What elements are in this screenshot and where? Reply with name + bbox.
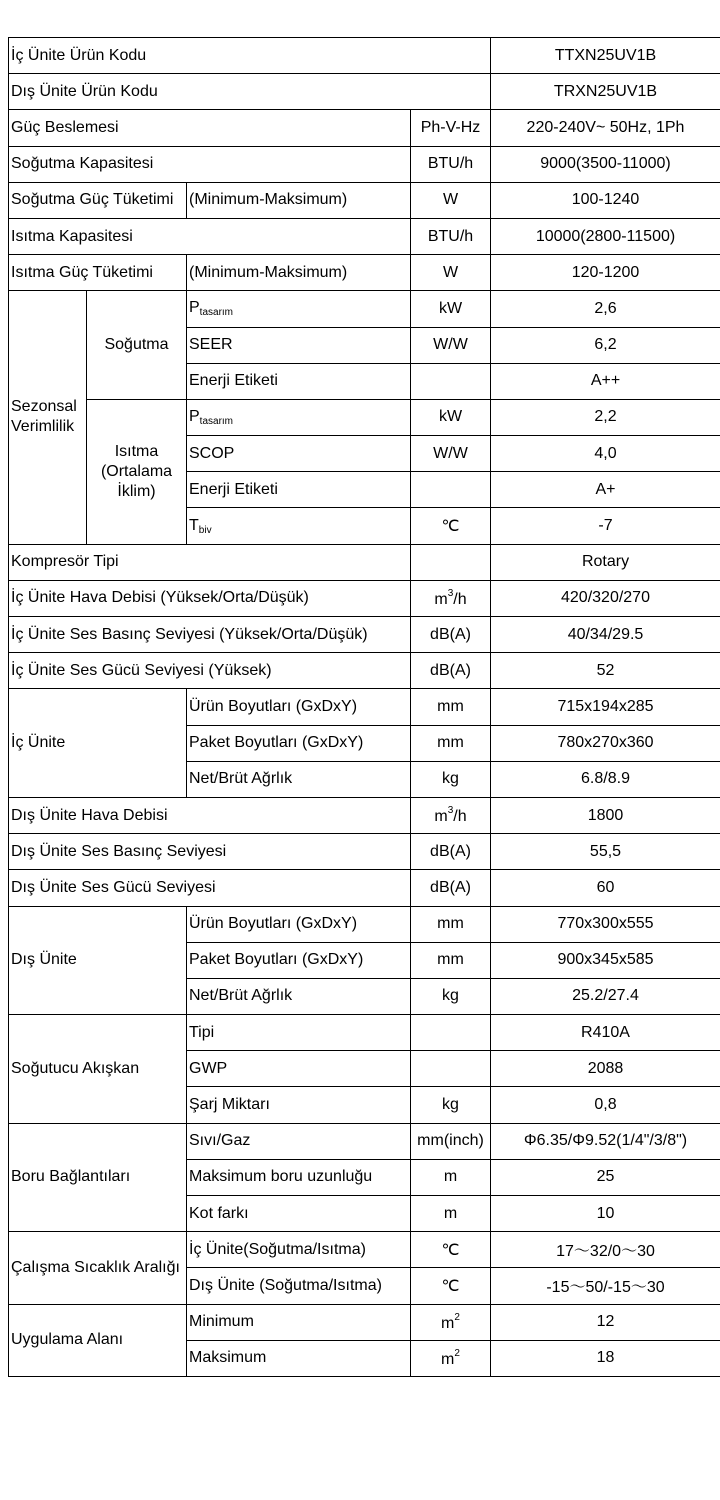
row-value: R410A	[491, 1015, 720, 1051]
row-value: 0,8	[491, 1087, 720, 1123]
isitma-label-line2: (Ortalama	[100, 462, 173, 480]
table-row	[9, 1123, 720, 1159]
sarj-label: Şarj Miktarı	[187, 1087, 411, 1123]
sogutma-p-label	[187, 291, 411, 327]
row-unit: W	[411, 255, 491, 291]
row-unit: ℃	[411, 1268, 491, 1304]
row-unit: W/W	[411, 327, 491, 363]
row-value: 900x345x585	[491, 942, 720, 978]
calisma-label: Çalışma Sıcaklık Aralığı	[9, 1232, 187, 1304]
unit-sup: 3	[447, 805, 454, 817]
min-label: Minimum	[187, 1304, 411, 1340]
row-value: 25	[491, 1159, 720, 1195]
dis-range-label: Dış Ünite (Soğutma/Isıtma)	[187, 1268, 411, 1304]
p-sub: tasarım	[199, 415, 234, 427]
unit-main: m	[441, 1350, 455, 1368]
row-unit: mm(inch)	[411, 1123, 491, 1159]
row-value: 4,0	[491, 436, 720, 472]
agirlik-label: Net/Brüt Ağrlık	[187, 978, 411, 1014]
row-unit: dB(A)	[411, 834, 491, 870]
row-value: 25.2/27.4	[491, 978, 720, 1014]
row-unit: dB(A)	[411, 870, 491, 906]
table-row	[9, 74, 720, 110]
row-unit: Ph-V-Hz	[411, 110, 491, 146]
row-label: Isıtma Kapasitesi	[9, 218, 411, 254]
row-label: İç Ünite Ürün Kodu	[9, 38, 491, 74]
unit-sup: 3	[447, 587, 454, 599]
row-unit: mm	[411, 906, 491, 942]
table-row	[9, 617, 720, 653]
boru-label: Boru Bağlantıları	[9, 1123, 187, 1232]
table-row	[9, 399, 720, 435]
p-sub: tasarım	[199, 307, 234, 319]
row-value: 55,5	[491, 834, 720, 870]
row-value: 420/320/270	[491, 580, 720, 616]
table-row	[9, 653, 720, 689]
table-row	[9, 146, 720, 182]
table-row	[9, 182, 720, 218]
akiskan-label: Soğutucu Akışkan	[9, 1015, 187, 1124]
seer-label: SEER	[187, 327, 411, 363]
table-row	[9, 580, 720, 616]
isitma-label-line3: İklim)	[117, 482, 156, 500]
table-row	[9, 689, 720, 725]
unit-tail: /h	[453, 590, 467, 608]
row-unit: dB(A)	[411, 653, 491, 689]
row-unit	[411, 580, 491, 616]
urun-label: Ürün Boyutları (GxDxY)	[187, 906, 411, 942]
isitma-p-label	[187, 399, 411, 435]
row-unit	[411, 544, 491, 580]
row-label: Kompresör Tipi	[9, 544, 411, 580]
tbiv-label	[187, 508, 411, 544]
row-label: Güç Beslemesi	[9, 110, 411, 146]
row-unit: kg	[411, 978, 491, 1014]
scop-label: SCOP	[187, 436, 411, 472]
t-sub: biv	[198, 524, 212, 536]
sezonsal-label-line1: Sezonsal	[11, 398, 77, 416]
row-value: TRXN25UV1B	[491, 74, 720, 110]
row-unit: mm	[411, 689, 491, 725]
row-value: 18	[491, 1340, 720, 1376]
row-unit: mm	[411, 942, 491, 978]
sezonsal-label	[9, 291, 87, 544]
unit-main: m	[434, 590, 448, 608]
table-row	[9, 1232, 720, 1268]
row-unit: BTU/h	[411, 218, 491, 254]
uzunluk-label: Maksimum boru uzunluğu	[187, 1159, 411, 1195]
row-value: Rotary	[491, 544, 720, 580]
row-sublabel: (Minimum-Maksimum)	[187, 255, 411, 291]
row-value: 9000(3500-11000)	[491, 146, 720, 182]
row-value: 60	[491, 870, 720, 906]
row-value: 2088	[491, 1051, 720, 1087]
row-value: 770x300x555	[491, 906, 720, 942]
row-value: 780x270x360	[491, 725, 720, 761]
row-unit: kg	[411, 761, 491, 797]
table-row	[9, 544, 720, 580]
row-value: -7	[491, 508, 720, 544]
row-unit: m	[411, 1159, 491, 1195]
row-unit: W	[411, 182, 491, 218]
paket-label: Paket Boyutları (GxDxY)	[187, 942, 411, 978]
row-label: Soğutma Güç Tüketimi	[9, 182, 187, 218]
row-value: Φ6.35/Φ9.52(1/4"/3/8")	[491, 1123, 720, 1159]
row-value: TTXN25UV1B	[491, 38, 720, 74]
sivi-label: Sıvı/Gaz	[187, 1123, 411, 1159]
unit-tail: /h	[453, 808, 467, 826]
table-row	[9, 870, 720, 906]
spec-table	[8, 37, 720, 1377]
row-value: 220-240V~ 50Hz, 1Ph	[491, 110, 720, 146]
row-value: A+	[491, 472, 720, 508]
tip-label: Tipi	[187, 1015, 411, 1051]
t-main: T	[189, 516, 199, 534]
row-value: 2,6	[491, 291, 720, 327]
agirlik-label: Net/Brüt Ağrlık	[187, 761, 411, 797]
urun-label: Ürün Boyutları (GxDxY)	[187, 689, 411, 725]
row-unit: kW	[411, 399, 491, 435]
row-unit: W/W	[411, 436, 491, 472]
unit-main: m	[441, 1314, 455, 1332]
row-value: 715x194x285	[491, 689, 720, 725]
row-label: Dış Ünite Hava Debisi	[9, 797, 411, 833]
enerji-label: Enerji Etiketi	[187, 363, 411, 399]
row-value: 40/34/29.5	[491, 617, 720, 653]
paket-label: Paket Boyutları (GxDxY)	[187, 725, 411, 761]
row-unit: ℃	[411, 508, 491, 544]
row-label: Isıtma Güç Tüketimi	[9, 255, 187, 291]
unit-sup: 2	[454, 1347, 460, 1359]
row-sublabel: (Minimum-Maksimum)	[187, 182, 411, 218]
table-row	[9, 834, 720, 870]
row-unit: kW	[411, 291, 491, 327]
row-value: 120-1200	[491, 255, 720, 291]
row-unit	[411, 797, 491, 833]
row-unit: BTU/h	[411, 146, 491, 182]
row-unit	[411, 1340, 491, 1376]
enerji-label: Enerji Etiketi	[187, 472, 411, 508]
sezonsal-label-line2: Verimlilik	[11, 418, 75, 436]
row-unit	[411, 1015, 491, 1051]
row-label: Dış Ünite Ses Basınç Seviyesi	[9, 834, 411, 870]
row-value: 6.8/8.9	[491, 761, 720, 797]
row-value: 2,2	[491, 399, 720, 435]
isitma-label	[87, 399, 187, 544]
row-label: Dış Ünite Ses Gücü Seviyesi	[9, 870, 411, 906]
max-label: Maksimum	[187, 1340, 411, 1376]
row-label: İç Ünite Ses Gücü Seviyesi (Yüksek)	[9, 653, 411, 689]
table-row	[9, 797, 720, 833]
p-main: P	[189, 407, 200, 425]
table-row	[9, 38, 720, 74]
gwp-label: GWP	[187, 1051, 411, 1087]
table-row	[9, 255, 720, 291]
table-row	[9, 291, 720, 327]
row-label: İç Ünite Ses Basınç Seviyesi (Yüksek/Orta/Düşük)	[9, 617, 411, 653]
row-value: 1800	[491, 797, 720, 833]
dis-unite-label: Dış Ünite	[9, 906, 187, 1015]
row-value: 10000(2800-11500)	[491, 218, 720, 254]
row-value: 12	[491, 1304, 720, 1340]
unit-main: m	[434, 808, 448, 826]
row-value: A++	[491, 363, 720, 399]
unit-sup: 2	[454, 1311, 460, 1323]
kot-label: Kot farkı	[187, 1196, 411, 1232]
p-main: P	[189, 299, 200, 317]
uygulama-label: Uygulama Alanı	[9, 1304, 187, 1376]
row-unit	[411, 1304, 491, 1340]
row-value: 10	[491, 1196, 720, 1232]
row-unit: kg	[411, 1087, 491, 1123]
table-row	[9, 906, 720, 942]
ic-unite-label: İç Ünite	[9, 689, 187, 798]
isitma-label-line1: Isıtma	[114, 442, 159, 460]
table-row	[9, 218, 720, 254]
row-unit: ℃	[411, 1232, 491, 1268]
row-value: 52	[491, 653, 720, 689]
row-value: 100-1240	[491, 182, 720, 218]
row-label: Soğutma Kapasitesi	[9, 146, 411, 182]
sogutma-label: Soğutma	[87, 291, 187, 400]
row-unit	[411, 472, 491, 508]
row-value: 6,2	[491, 327, 720, 363]
row-unit	[411, 363, 491, 399]
row-unit	[411, 1051, 491, 1087]
row-unit: m	[411, 1196, 491, 1232]
row-value: -15～50/-15～30	[491, 1268, 720, 1304]
table-row	[9, 110, 720, 146]
row-label: Dış Ünite Ürün Kodu	[9, 74, 491, 110]
row-label: İç Ünite Hava Debisi (Yüksek/Orta/Düşük)	[9, 580, 411, 616]
row-unit: dB(A)	[411, 617, 491, 653]
row-value: 17～32/0～30	[491, 1232, 720, 1268]
ic-range-label: İç Ünite(Soğutma/Isıtma)	[187, 1232, 411, 1268]
table-row	[9, 1015, 720, 1051]
row-unit: mm	[411, 725, 491, 761]
table-row	[9, 1304, 720, 1340]
